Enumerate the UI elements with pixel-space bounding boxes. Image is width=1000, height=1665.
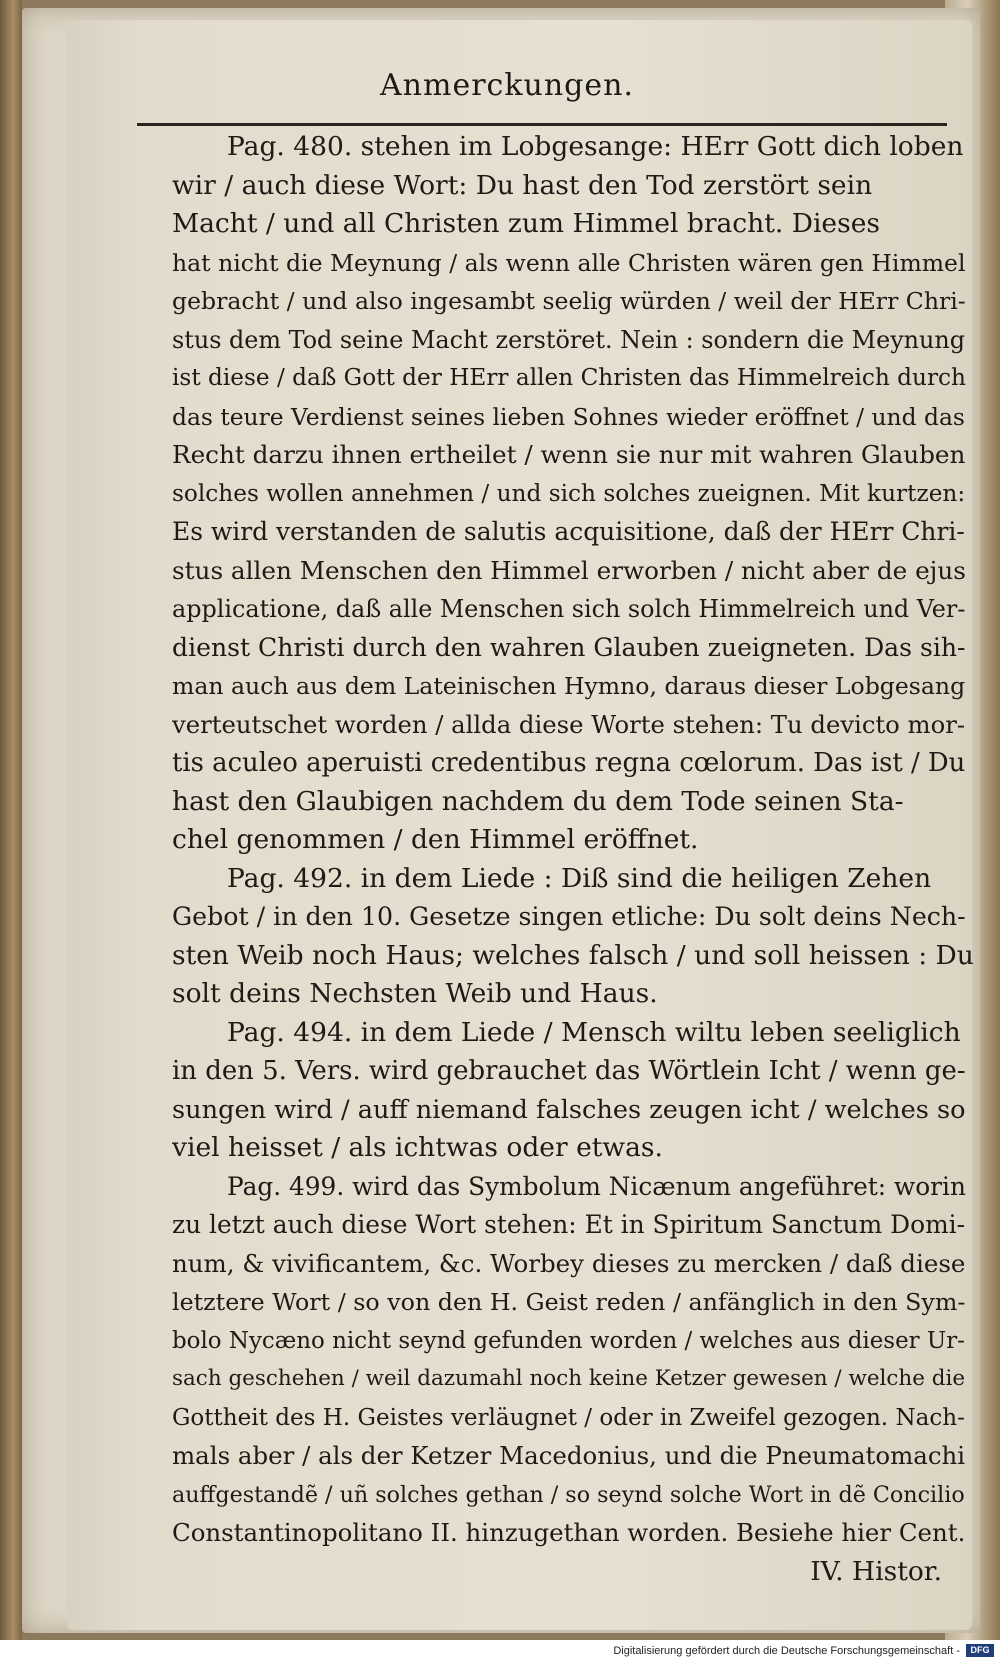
funding-notice: Digitalisierung gefördert durch die Deutsche Forschungsgemeinschaft - bbox=[613, 1645, 960, 1657]
text-line: Pag. 494. in dem Liede / Mensch wiltu leben seeliglich bbox=[227, 1016, 961, 1048]
running-header: Anmerckungen. bbox=[380, 68, 634, 103]
text-line: letztere Wort / so von den H. Geist reden / anfänglich in den Sym- bbox=[172, 1288, 966, 1316]
text-line: solt deins Nechsten Weib und Haus. bbox=[172, 978, 658, 1009]
text-line: stus allen Menschen den Himmel erworben / nicht aber de ejus bbox=[172, 555, 966, 585]
text-line: Gottheit des H. Geistes verläugnet / oder in Zweifel gezogen. Nach- bbox=[172, 1404, 965, 1431]
text-line: viel heisset / als ichtwas oder etwas. bbox=[172, 1132, 663, 1163]
text-line: Macht / und all Christen zum Himmel bracht. Dieses bbox=[172, 208, 880, 239]
text-line: gebracht / und also ingesambt seelig würden / weil der HErr Chri- bbox=[172, 287, 966, 315]
book-page bbox=[22, 8, 980, 1633]
text-line: sach geschehen / weil dazumahl noch keine Ketzer gewesen / welche die bbox=[172, 1366, 966, 1391]
body-text bbox=[172, 128, 982, 1591]
text-line: zu letzt auch diese Wort stehen: Et in Spiritum Sanctum Domi- bbox=[172, 1210, 966, 1239]
paper-sheet bbox=[67, 20, 972, 1630]
text-line: Recht darzu ihnen ertheilet / wenn sie nur mit wahren Glauben bbox=[172, 440, 966, 469]
text-line: das teure Verdienst seines lieben Sohnes wieder eröffnet / und das bbox=[172, 402, 965, 431]
text-line: stus dem Tod seine Macht zerstöret. Nein : sondern die Meynung bbox=[172, 325, 966, 354]
text-line: solches wollen annehmen / und sich solches zueignen. Mit kurtzen: bbox=[172, 479, 966, 507]
text-line: bolo Nycæno nicht seynd gefunden worden / welches aus dieser Ur- bbox=[172, 1327, 965, 1354]
text-line: auffgestandẽ / uñ solches gethan / so seynd solche Wort in dẽ Concilio bbox=[172, 1481, 965, 1508]
text-line: Es wird verstanden de salutis acquisitione, daß der HErr Chri- bbox=[172, 517, 965, 546]
text-line: Gebot / in den 10. Gesetze singen etliche: Du solt deins Nech- bbox=[172, 902, 966, 931]
text-line: hat nicht die Meynung / als wenn alle Christen wären gen Himmel bbox=[172, 248, 966, 277]
text-line: Pag. 492. in dem Liede : Diß sind die heiligen Zehen bbox=[227, 862, 932, 894]
text-line: mals aber / als der Ketzer Macedonius, und die Pneumatomachi bbox=[172, 1441, 966, 1470]
text-line: num, & vivificantem, &c. Worbey dieses zu mercken / daß diese bbox=[172, 1248, 966, 1278]
text-line: hast den Glaubigen nachdem du dem Tode seinen Sta- bbox=[172, 785, 904, 817]
binding-left-edge bbox=[0, 0, 22, 1640]
text-line: sten Weib noch Haus; welches falsch / und soll heissen : Du bbox=[172, 939, 974, 971]
text-line: tis aculeo aperuisti credentibus regna cœlorum. Das ist / Du bbox=[172, 748, 966, 778]
text-line: Constantinopolitano II. hinzugethan worden. Besiehe hier Cent. bbox=[172, 1518, 966, 1547]
catchword: IV. Histor. bbox=[810, 1555, 942, 1587]
text-line: dienst Christi durch den wahren Glauben zueigneten. Das sih- bbox=[172, 632, 966, 662]
text-line: Pag. 480. stehen im Lobgesange: HErr Gott dich loben bbox=[227, 131, 964, 162]
dfg-logo: DFG bbox=[966, 1644, 994, 1657]
text-line: in den 5. Vers. wird gebrauchet das Wörtlein Icht / wenn ge- bbox=[172, 1056, 966, 1086]
text-line: man auch aus dem Lateinischen Hymno, daraus dieser Lobgesang bbox=[172, 672, 966, 700]
text-line: ist diese / daß Gott der HErr allen Christen das Himmelreich durch bbox=[172, 364, 966, 391]
text-line: applicatione, daß alle Menschen sich solch Himmelreich und Ver- bbox=[172, 595, 966, 623]
text-line: sungen wird / auff niemand falsches zeugen icht / welches so bbox=[172, 1094, 966, 1125]
header-rule bbox=[137, 123, 947, 126]
text-line: chel genommen / den Himmel eröffnet. bbox=[172, 824, 699, 855]
text-line: verteutschet worden / allda diese Worte stehen: Tu devicto mor- bbox=[172, 709, 966, 739]
text-line: wir / auch diese Wort: Du hast den Tod zerstört sein bbox=[172, 169, 873, 201]
text-line: Pag. 499. wird das Symbolum Nicænum angeführet: worin bbox=[227, 1171, 966, 1201]
